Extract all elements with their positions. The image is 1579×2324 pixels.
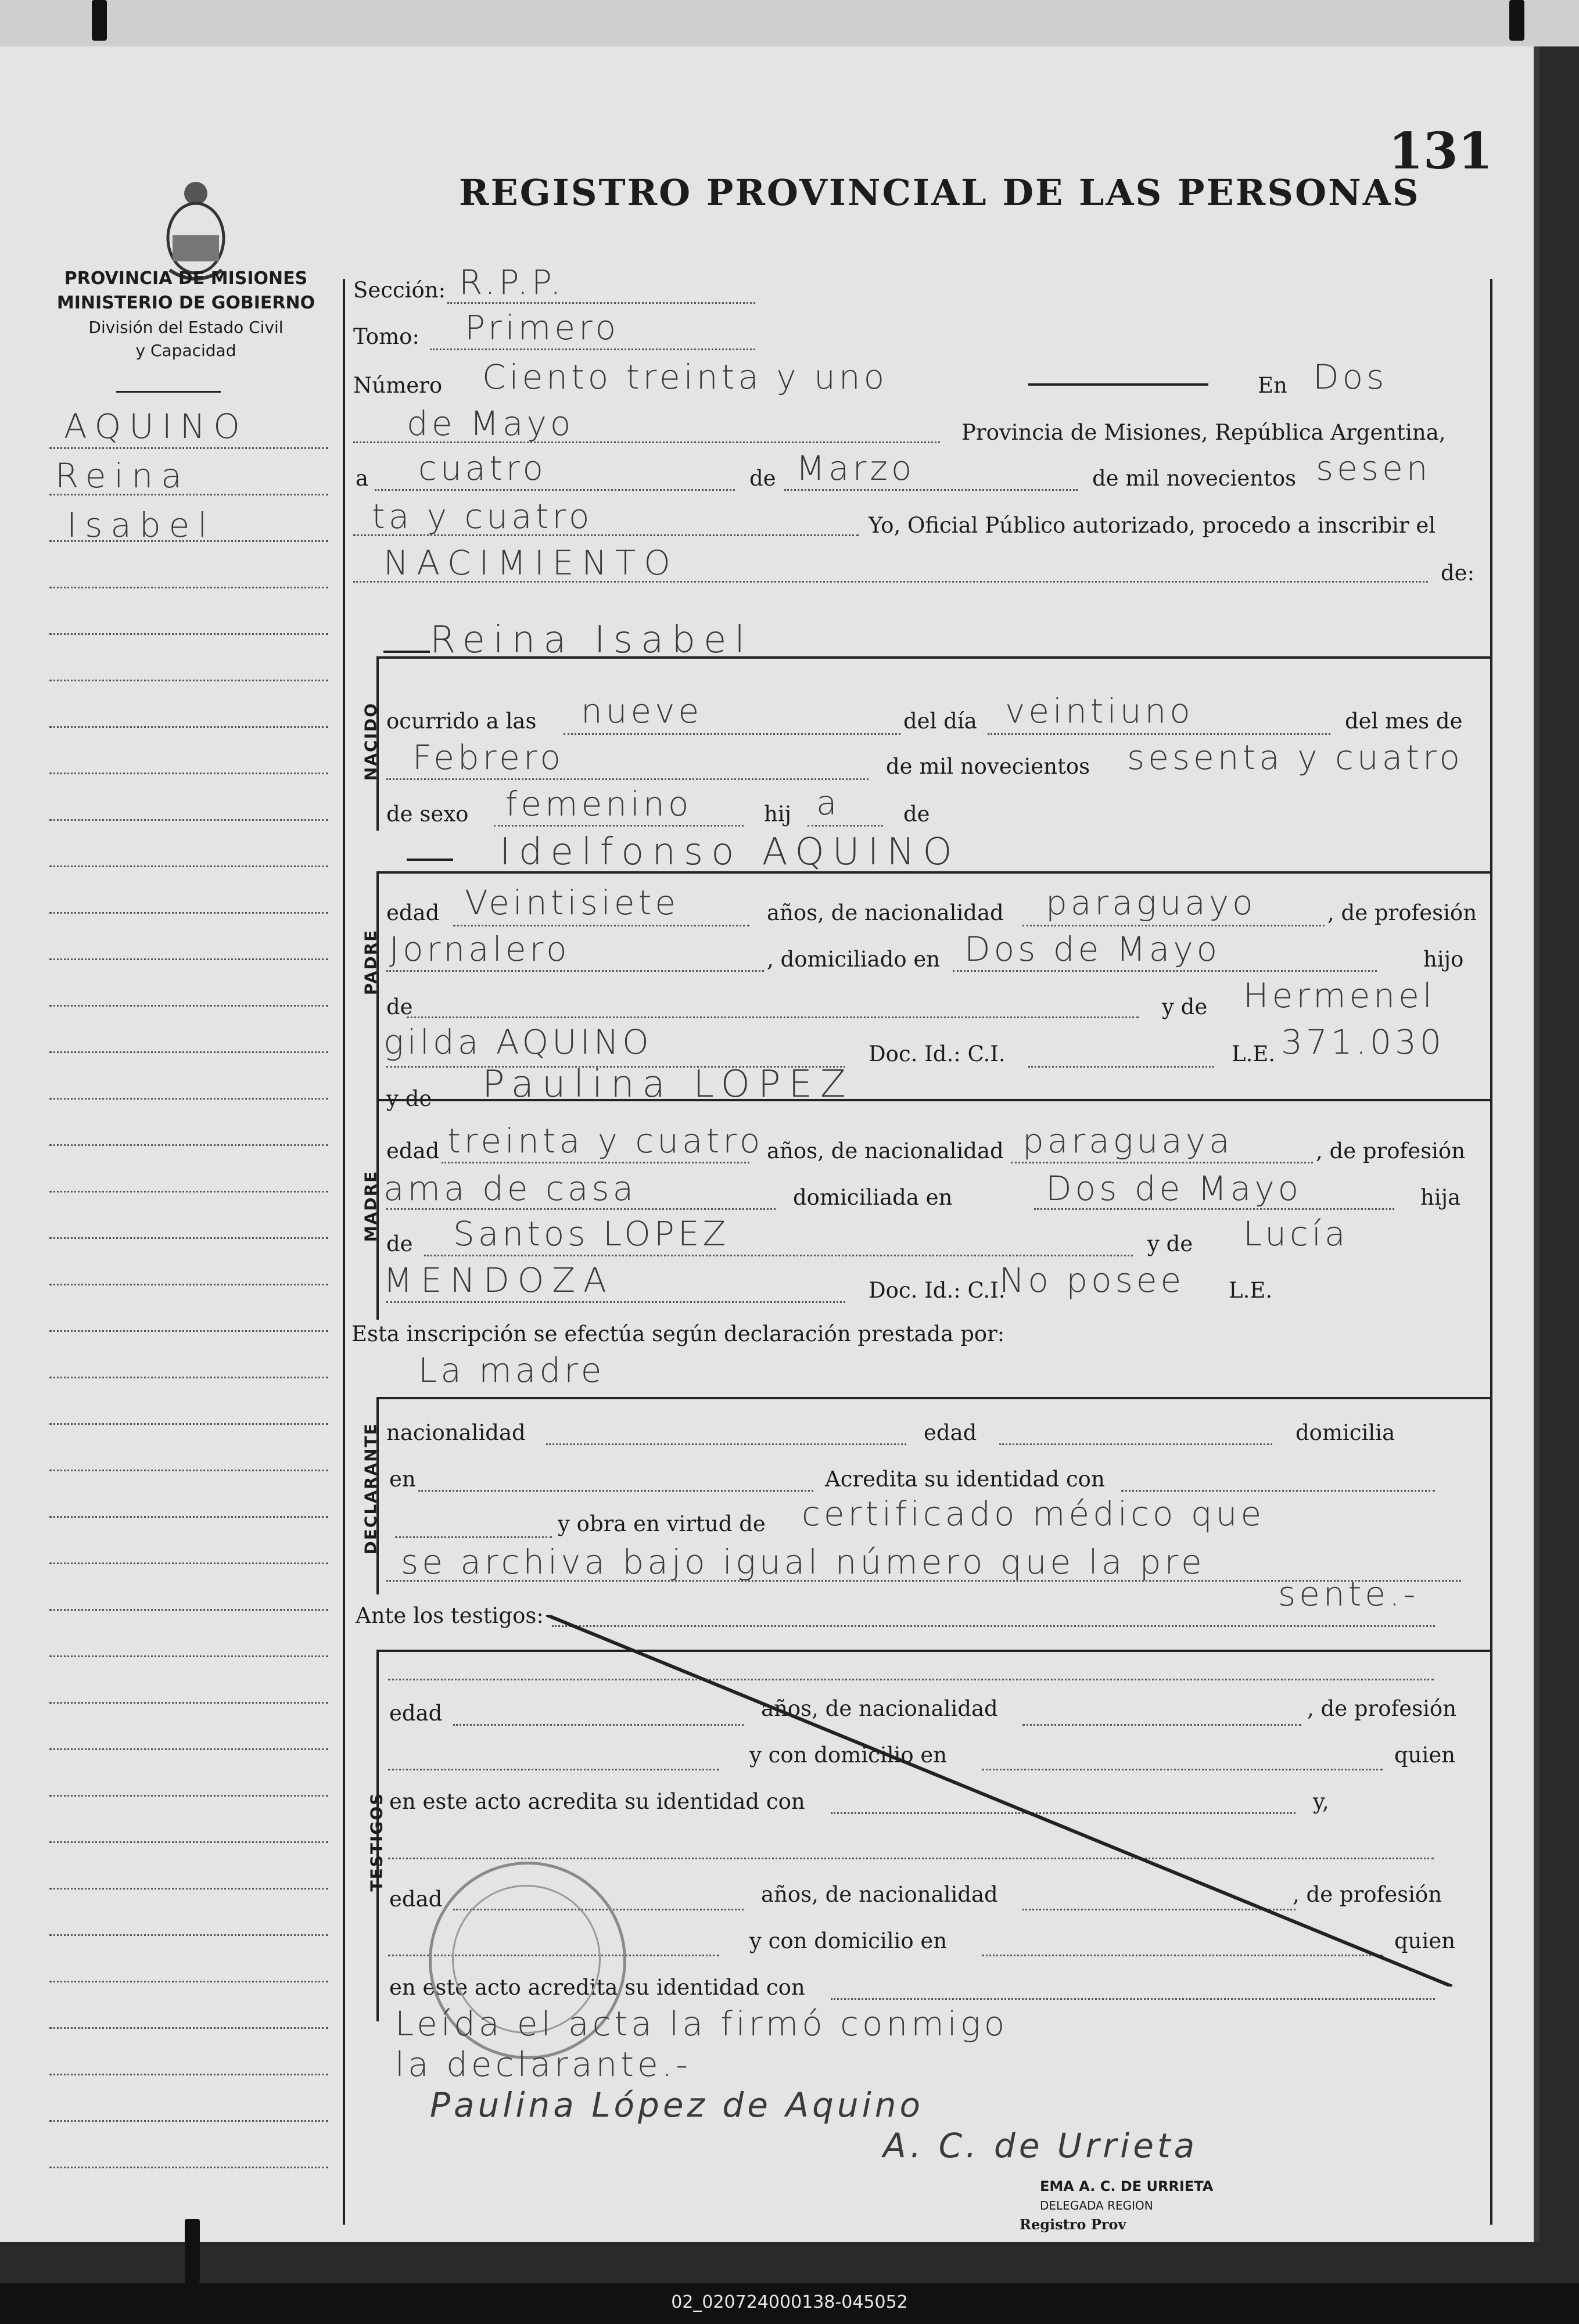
value-anio-a: sesen [1316,448,1431,488]
value-mes-nac: Febrero [412,738,565,777]
margin-dotted-line [49,958,328,960]
label-doc-madre: Doc. Id.: C.I. [869,1278,1006,1303]
value-padre-nac: paraguayo [1046,883,1257,922]
margin-dotted-line [49,1795,328,1797]
footer-id: 02_020724000138-045052 [671,2292,908,2312]
value-padre-prof: Jornalero [389,929,570,969]
stamp-role: DELEGADA REGION [1040,2199,1153,2212]
binder-ring [185,2219,200,2283]
label-domiciliada: domiciliada en [793,1185,953,1210]
margin-dotted-line [49,819,328,821]
margin-dotted-line [49,494,328,495]
signature-oficial: A. C. de Urrieta [883,2126,1198,2165]
label-tomo: Tomo: [353,324,419,349]
margin-dotted-line [49,2074,328,2075]
label-de3: de [386,994,413,1019]
margin-dotted-line [49,1423,328,1425]
margin-dotted-line [49,1748,328,1750]
value-acto: NACIMIENTO [383,543,679,583]
margin-dotted-line [49,1934,328,1936]
header-rule [116,391,221,393]
value-seccion: R.P.P. [459,263,565,302]
label-yo: Yo, Oficial Público autorizado, procedo a inscribir el [869,513,1436,538]
margin-dotted-line [49,1841,328,1843]
margin-dotted-line [49,1237,328,1239]
label-prof-madre: , de profesión [1316,1138,1466,1163]
value-madre-nac: paraguaya [1022,1121,1233,1161]
margin-dotted-line [49,912,328,914]
header-capacidad: y Capacidad [135,341,236,360]
margin-dotted-line [49,633,328,635]
value-madre-madre-a: Lucía [1243,1214,1349,1253]
margin-dotted-line [49,1981,328,1982]
margin-dotted-line [49,2027,328,2029]
label-hijo: hijo [1423,947,1464,972]
label-provincia: Provincia de Misiones, República Argentina, [961,420,1446,445]
label-de-sexo: de sexo [386,802,469,827]
binder-ring [1509,0,1524,41]
margin-second-name: Isabel [67,505,216,545]
label-del-mes: del mes de [1345,709,1463,734]
label-nacionalidad-d: nacionalidad [386,1420,526,1445]
label-acto-t2: en este acto acredita su identidad con [389,1975,805,2000]
margin-dotted-line [49,2167,328,2168]
stamp-name: EMA A. C. DE URRIETA [1040,2178,1214,2194]
value-madre: Paulina LOPEZ [482,1063,854,1106]
value-sexo: femenino [505,784,692,824]
label-de-colon: de: [1441,561,1475,586]
value-cierre-b: la declarante.- [395,2045,692,2084]
label-acredita: Acredita su identidad con [825,1467,1105,1492]
value-cierre-a: Leída el acta la firmó conmigo [395,2004,1009,2043]
value-madre-prof: ama de casa [383,1169,637,1208]
label-le-padre: L.E. [1232,1041,1276,1066]
label-anos-t2: años, de nacionalidad [761,1882,998,1907]
tab-padre: PADRE [361,929,381,996]
label-ante: Ante los testigos: [356,1603,544,1628]
value-padre-dom: Dos de Mayo [964,929,1221,969]
tab-declarante: DECLARANTE [361,1423,381,1555]
margin-dotted-line [49,540,328,542]
label-le-madre: L.E. [1229,1278,1273,1303]
label-del-dia: del día [903,709,977,734]
label-anos-padre: años, de nacionalidad [767,900,1004,925]
margin-dotted-line [49,2120,328,2122]
value-nombre: Reina Isabel [430,619,753,662]
margin-dotted-line [49,1191,328,1192]
margin-dotted-line [49,1051,328,1053]
label-quien-t2: quien [1394,1928,1456,1953]
margin-dotted-line [49,680,328,681]
label-ocurrido: ocurrido a las [386,709,537,734]
label-edad-madre: edad [386,1138,440,1163]
value-lugar: de Mayo [407,404,575,443]
register-page [0,46,1539,2242]
value-padre-madre-a: Hermenel [1243,976,1436,1015]
margin-dotted-line [49,1284,328,1285]
label-acto-t1: en este acto acredita su identidad con [389,1789,805,1814]
value-madre-padre: Santos LOPEZ [453,1214,730,1253]
margin-dotted-line [49,773,328,774]
value-padre-le: 371.030 [1281,1022,1445,1062]
declarante-rule [376,1397,1490,1399]
value-anio-b: ta y cuatro [372,497,593,536]
margin-dotted-line [49,726,328,728]
value-anio-nac: sesenta y cuatro [1127,738,1464,777]
label-quien-t1: quien [1394,1743,1456,1768]
label-prof-t2: , de profesión [1293,1882,1442,1907]
value-dia-nac: veintiuno [1005,691,1194,731]
value-obra-b: se archiva bajo igual número que la pre [401,1542,1205,1582]
value-numero: Ciento treinta y uno [482,357,888,397]
margin-dotted-line [49,1888,328,1890]
label-obra: y obra en virtud de [558,1511,766,1536]
label-anos-madre: años, de nacionalidad [767,1138,1004,1163]
signature-declarante: Paulina López de Aquino [430,2085,924,2125]
label-en-d: en [389,1467,416,1492]
label-dom-t1: y con domicilio en [749,1743,948,1768]
label-dom-t2: y con domicilio en [749,1928,948,1953]
margin-dotted-line [49,587,328,588]
label-edad-padre: edad [386,900,440,925]
label-de-mil2: de mil novecientos [886,754,1090,779]
value-declarante: La madre [418,1350,605,1390]
margin-dotted-line [49,1005,328,1007]
top-strip [0,0,1579,46]
label-y-t1: y, [1313,1789,1329,1814]
label-y-de-padre: y de [1162,994,1208,1019]
value-tomo: Primero [465,308,620,347]
value-mes: Marzo [796,448,916,488]
label-numero: Número [353,373,443,398]
value-madre-madre-b: MENDOZA [383,1260,615,1300]
label-anos-t1: años, de nacionalidad [761,1696,998,1721]
label-domiciliado: , domiciliado en [767,947,941,972]
margin-surname: AQUINO [64,407,248,446]
binder-ring [92,0,107,41]
stamp-registry: Registro Prov [1020,2216,1126,2233]
label-edad-t1: edad [389,1701,443,1726]
margin-dotted-line [49,447,328,449]
label-y-de-madre: y de [386,1086,432,1111]
margin-first-name: Reina [55,456,190,495]
label-de-mes: de [749,466,776,491]
margin-dotted-line [49,1655,328,1657]
label-de2: de [903,802,930,827]
label-domicilia: domicilia [1296,1420,1395,1445]
label-en: En [1258,373,1287,398]
value-hij-suffix: a [816,783,841,822]
header-province: PROVINCIA DE MISIONES [64,268,308,289]
label-a: a [356,466,369,491]
label-prof-t1: , de profesión [1307,1696,1457,1721]
value-en: Dos [1313,357,1388,397]
label-edad-d: edad [924,1420,977,1445]
margin-dotted-line [49,1702,328,1704]
value-madre-dom: Dos de Mayo [1046,1169,1302,1208]
margin-dotted-line [49,1470,328,1471]
page-title: REGISTRO PROVINCIAL DE LAS PERSONAS [459,171,1420,214]
label-edad-t2: edad [389,1887,443,1912]
label-hij: hij [764,802,792,827]
header-division: División del Estado Civil [88,318,283,337]
margin-dotted-line [49,1377,328,1378]
value-padre-edad: Veintisiete [465,883,680,922]
label-doc-padre: Doc. Id.: C.I. [869,1041,1006,1066]
margin-dotted-line [49,1144,328,1146]
label-inscripcion: Esta inscripción se efectúa según declaración prestada por: [351,1321,1005,1346]
tab-testigos: TESTIGOS [367,1792,386,1892]
value-dia: cuatro [418,448,547,488]
margin-dotted-line [49,1098,328,1100]
label-seccion: Sección: [353,278,446,303]
value-hora: nueve [581,691,703,731]
value-obra-c: sente.- [1278,1574,1419,1614]
page-number: 131 [1388,122,1493,181]
form-right-border [1490,279,1492,2225]
label-y-de-m: y de [1147,1231,1193,1256]
margin-dotted-line [49,1516,328,1518]
form-left-border [343,279,345,2225]
tab-madre: MADRE [361,1170,381,1242]
header-ministry: MINISTERIO DE GOBIERNO [56,293,315,313]
margin-dotted-line [49,865,328,867]
label-de-madre: de [386,1231,413,1256]
label-de-mil: de mil novecientos [1092,466,1297,491]
value-padre: Idelfonso AQUINO [500,831,960,874]
label-hija: hija [1420,1185,1461,1210]
tab-nacido: NACIDO [361,702,381,781]
crossout-line [546,1615,1452,1987]
margin-dotted-line [49,1562,328,1564]
value-padre-madre-b: gilda AQUINO [383,1022,652,1062]
value-madre-ci: No posee [999,1260,1185,1300]
margin-dotted-line [49,1330,328,1332]
label-prof-padre: , de profesión [1327,900,1477,925]
value-madre-edad: treinta y cuatro [447,1121,764,1161]
value-obra-a: certificado médico que [802,1494,1265,1533]
margin-dotted-line [49,1609,328,1611]
